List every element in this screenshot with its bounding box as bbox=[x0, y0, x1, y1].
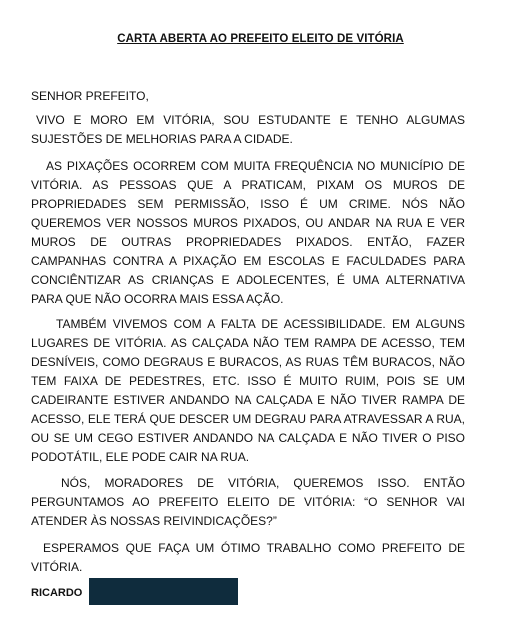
paragraph-graffiti: AS PIXAÇÕES OCORREM COM MUITA FREQUÊNCIA NO MUNICÍPIO DE VITÓRIA. AS PESSOAS QUE A PRATICAM, PIXAM OS MUROS DE PROPRIEDADES SEM PERMISSÃO, ISSO É UM CRIME. NÓS NÃO QUEREMOS VER NOSSOS MUROS PIXADOS, OU ANDAR NA RUA E VER MUROS DE OUTRAS PROPRIEDADES PIXADOS. ENTÃO, FAZER CAMPANHAS CONTRA A PIXAÇÃO EM ESCOLAS E FACULDADES PARA CONCIÊNTIZAR AS CRIANÇAS E ADOLECENTES, É UMA ALTERNATIVA PARA QUE NÃO OCORRA MAIS ESSA AÇÃO. bbox=[31, 159, 465, 306]
salutation: SENHOR PREFEITO, bbox=[31, 89, 149, 103]
paragraph-accessibility: TAMBÉM VIVEMOS COM A FALTA DE ACESSIBILIDADE. EM ALGUNS LUGARES DE VITÓRIA. AS CALÇADA NÃO TEM RAMPA DE ACESSO, TEM DESNÍVEIS, COMO DEGRAUS E BURACOS, AS RUAS TÊM BURACOS, NÃO TEM FAIXA DE PEDESTRES, ETC. ISSO É MUITO RUIM, POIS SE UM CADEIRANTE ESTIVER ANDANDO NA CALÇADA E NÃO TIVER RAMPA DE ACESSO, ELE TERÁ QUE DESCER UM DEGRAU PARA ATRAVESSAR A RUA, OU SE UM CEGO ESTIVER ANDANDO NA CALÇADA E NÃO TIVER O PISO PODOTÁTIL, ELE PODE CAIR NA RUA. bbox=[31, 317, 465, 464]
letter-title: CARTA ABERTA AO PREFEITO ELEITO DE VITÓRIA bbox=[117, 33, 404, 45]
signature-name: RICARDO bbox=[31, 587, 83, 599]
paragraph-closing: ESPERAMOS QUE FAÇA UM ÓTIMO TRABALHO COMO PREFEITO DE VITÓRIA. bbox=[31, 541, 465, 574]
redaction-box bbox=[89, 578, 238, 605]
paragraph-intro: VIVO E MORO EM VITÓRIA, SOU ESTUDANTE E TENHO ALGUMAS SUJESTÕES DE MELHORIAS PARA A CIDADE. bbox=[31, 113, 465, 146]
paragraph-question: NÓS, MORADORES DE VITÓRIA, QUEREMOS ISSO. ENTÃO PERGUNTAMOS AO PREFEITO ELEITO DE VITÓRIA: “O SENHOR VAI ATENDER ÀS NOSSAS REIVINDICAÇÕES?” bbox=[31, 476, 465, 528]
